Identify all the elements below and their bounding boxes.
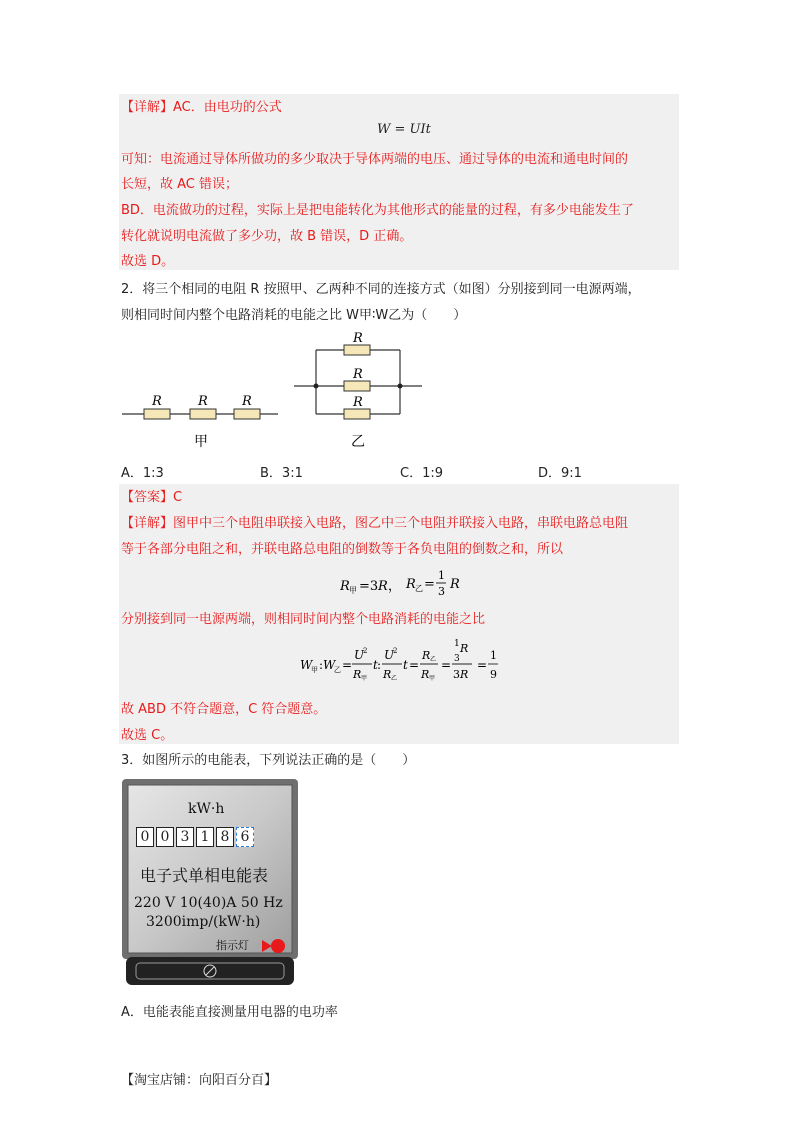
answer2-line3: 分别接到同一电源两端，则相同时间内整个电路消耗的电能之比 (121, 612, 486, 627)
q2-option-c[interactable]: C．1:9 (400, 466, 443, 481)
meter-title: 电子式单相电能表 (140, 866, 269, 885)
meter-digit-decimal: 6 (236, 827, 254, 847)
svg-text:=: = (342, 658, 353, 672)
svg-text:1: 1 (454, 639, 460, 649)
parallel-r-label-1: R (353, 331, 363, 346)
svg-text:甲: 甲 (361, 675, 368, 682)
meter-spec1: 220 V 10(40)A 50 Hz (134, 895, 283, 911)
svg-text:乙: 乙 (430, 656, 437, 663)
svg-text:R: R (460, 642, 469, 655)
svg-text:U: U (354, 648, 365, 662)
svg-text:t: t (373, 658, 378, 672)
svg-text::: : (319, 658, 324, 672)
svg-text:R: R (450, 577, 460, 592)
svg-text:3: 3 (438, 585, 445, 598)
svg-text:R: R (422, 649, 431, 662)
junction-right (398, 384, 403, 389)
parallel-resistor-1 (344, 345, 370, 355)
svg-text:3: 3 (453, 668, 460, 681)
answer1-line5: 转化就说明电流做了多少功，故 B 错误，D 正确。 (121, 229, 413, 244)
svg-text:t: t (403, 658, 408, 672)
meter-unit: kW·h (188, 801, 225, 817)
svg-text:乙: 乙 (415, 584, 423, 593)
svg-text:=: = (409, 658, 420, 672)
answer2-line5: 故选 C。 (121, 728, 174, 743)
series-r-label-3: R (242, 394, 252, 409)
answer1-line6: 故选 D。 (121, 254, 175, 269)
question2-line1: 2．将三个相同的电阻 R 按照甲、乙两种不同的连接方式（如图）分别接到同一电源两端， (121, 282, 641, 297)
answer2-line4: 故 ABD 不符合题意，C 符合题意。 (121, 702, 327, 717)
answer2-line2: 等于各部分电阻之和，并联电路总电阻的倒数等于各负电阻的倒数之和，所以 (121, 542, 564, 557)
svg-text::: : (377, 658, 382, 672)
meter-digits (136, 827, 254, 847)
series-resistor-2 (190, 409, 216, 419)
parallel-label: 乙 (351, 434, 365, 450)
svg-text:R: R (460, 668, 469, 681)
meter-indicator-label: 指示灯 (216, 939, 249, 952)
svg-text:乙: 乙 (334, 666, 341, 674)
svg-text:U: U (384, 648, 395, 662)
answer2-formula1 (340, 564, 470, 604)
answer1-line4: BD．电流做功的过程，实际上是把电能转化为其他形式的能量的过程，有多少电能发生了 (121, 203, 634, 218)
meter-digit: 0 (156, 827, 174, 847)
series-r-label-2: R (198, 394, 208, 409)
answer2-line1: 【详解】图甲中三个电阻串联接入电路，图乙中三个电阻并联接入电路，串联电路总电阻 (121, 516, 629, 531)
answer2-formula2 (300, 636, 510, 692)
junction-left (314, 384, 319, 389)
svg-text:W: W (323, 658, 336, 672)
svg-text:R: R (383, 668, 392, 681)
answer1-formula: W = UIt (377, 122, 431, 137)
svg-text:R: R (353, 668, 362, 681)
parallel-resistor-2 (344, 381, 370, 391)
svg-text:甲: 甲 (429, 675, 436, 682)
svg-text:甲: 甲 (349, 586, 357, 595)
svg-text:，: ， (388, 579, 402, 594)
meter-digit: 3 (176, 827, 194, 847)
answer2-answer: 【答案】C (121, 490, 183, 505)
svg-text:R: R (340, 579, 350, 594)
footer-shop: 【淘宝店铺：向阳百分百】 (121, 1073, 278, 1088)
parallel-resistor-3 (344, 409, 370, 419)
meter-digit: 0 (136, 827, 154, 847)
question3-option-a[interactable]: A．电能表能直接测量用电器的电功率 (121, 1005, 338, 1020)
question3-line1: 3．如图所示的电能表，下列说法正确的是（ ） (121, 753, 416, 768)
svg-text:R: R (406, 577, 416, 592)
circuit-diagram (118, 328, 438, 452)
q2-option-d[interactable]: D．9:1 (538, 466, 582, 481)
energy-meter (122, 779, 298, 989)
svg-text:甲: 甲 (311, 666, 318, 674)
parallel-r-label-2: R (353, 367, 363, 382)
parallel-r-label-3: R (353, 395, 363, 410)
svg-text:=: = (477, 658, 488, 672)
svg-text:1: 1 (438, 569, 445, 582)
svg-text:W: W (300, 658, 313, 672)
meter-spec2: 3200imp/(kW·h) (146, 914, 261, 930)
svg-text:9: 9 (490, 668, 497, 681)
svg-text:R: R (378, 579, 388, 594)
series-r-label-1: R (152, 394, 162, 409)
svg-text:=3: =3 (359, 579, 379, 594)
meter-digit: 1 (196, 827, 214, 847)
answer1-line3: 长短，故 AC 错误； (121, 177, 239, 192)
series-label: 甲 (194, 434, 208, 450)
q2-option-b[interactable]: B．3:1 (260, 466, 303, 481)
svg-text:1: 1 (490, 649, 497, 662)
question2-line2: 则相同时间内整个电路消耗的电能之比 W甲∶W乙为（ ） (121, 308, 467, 323)
svg-text:2: 2 (393, 647, 398, 655)
svg-text:R: R (421, 668, 430, 681)
answer1-line1: 【详解】AC．由电功的公式 (121, 100, 282, 115)
svg-text:2: 2 (363, 647, 368, 655)
q2-option-a[interactable]: A．1:3 (121, 466, 164, 481)
svg-text:乙: 乙 (391, 675, 398, 682)
series-resistor-3 (234, 409, 260, 419)
answer1-line2: 可知：电流通过导体所做功的多少取决于导体两端的电压、通过导体的电流和通电时间的 (121, 152, 629, 167)
meter-digit: 8 (216, 827, 234, 847)
svg-text:=: = (424, 577, 435, 592)
series-resistor-1 (144, 409, 170, 419)
svg-text:3: 3 (454, 654, 460, 664)
svg-text:=: = (441, 658, 452, 672)
